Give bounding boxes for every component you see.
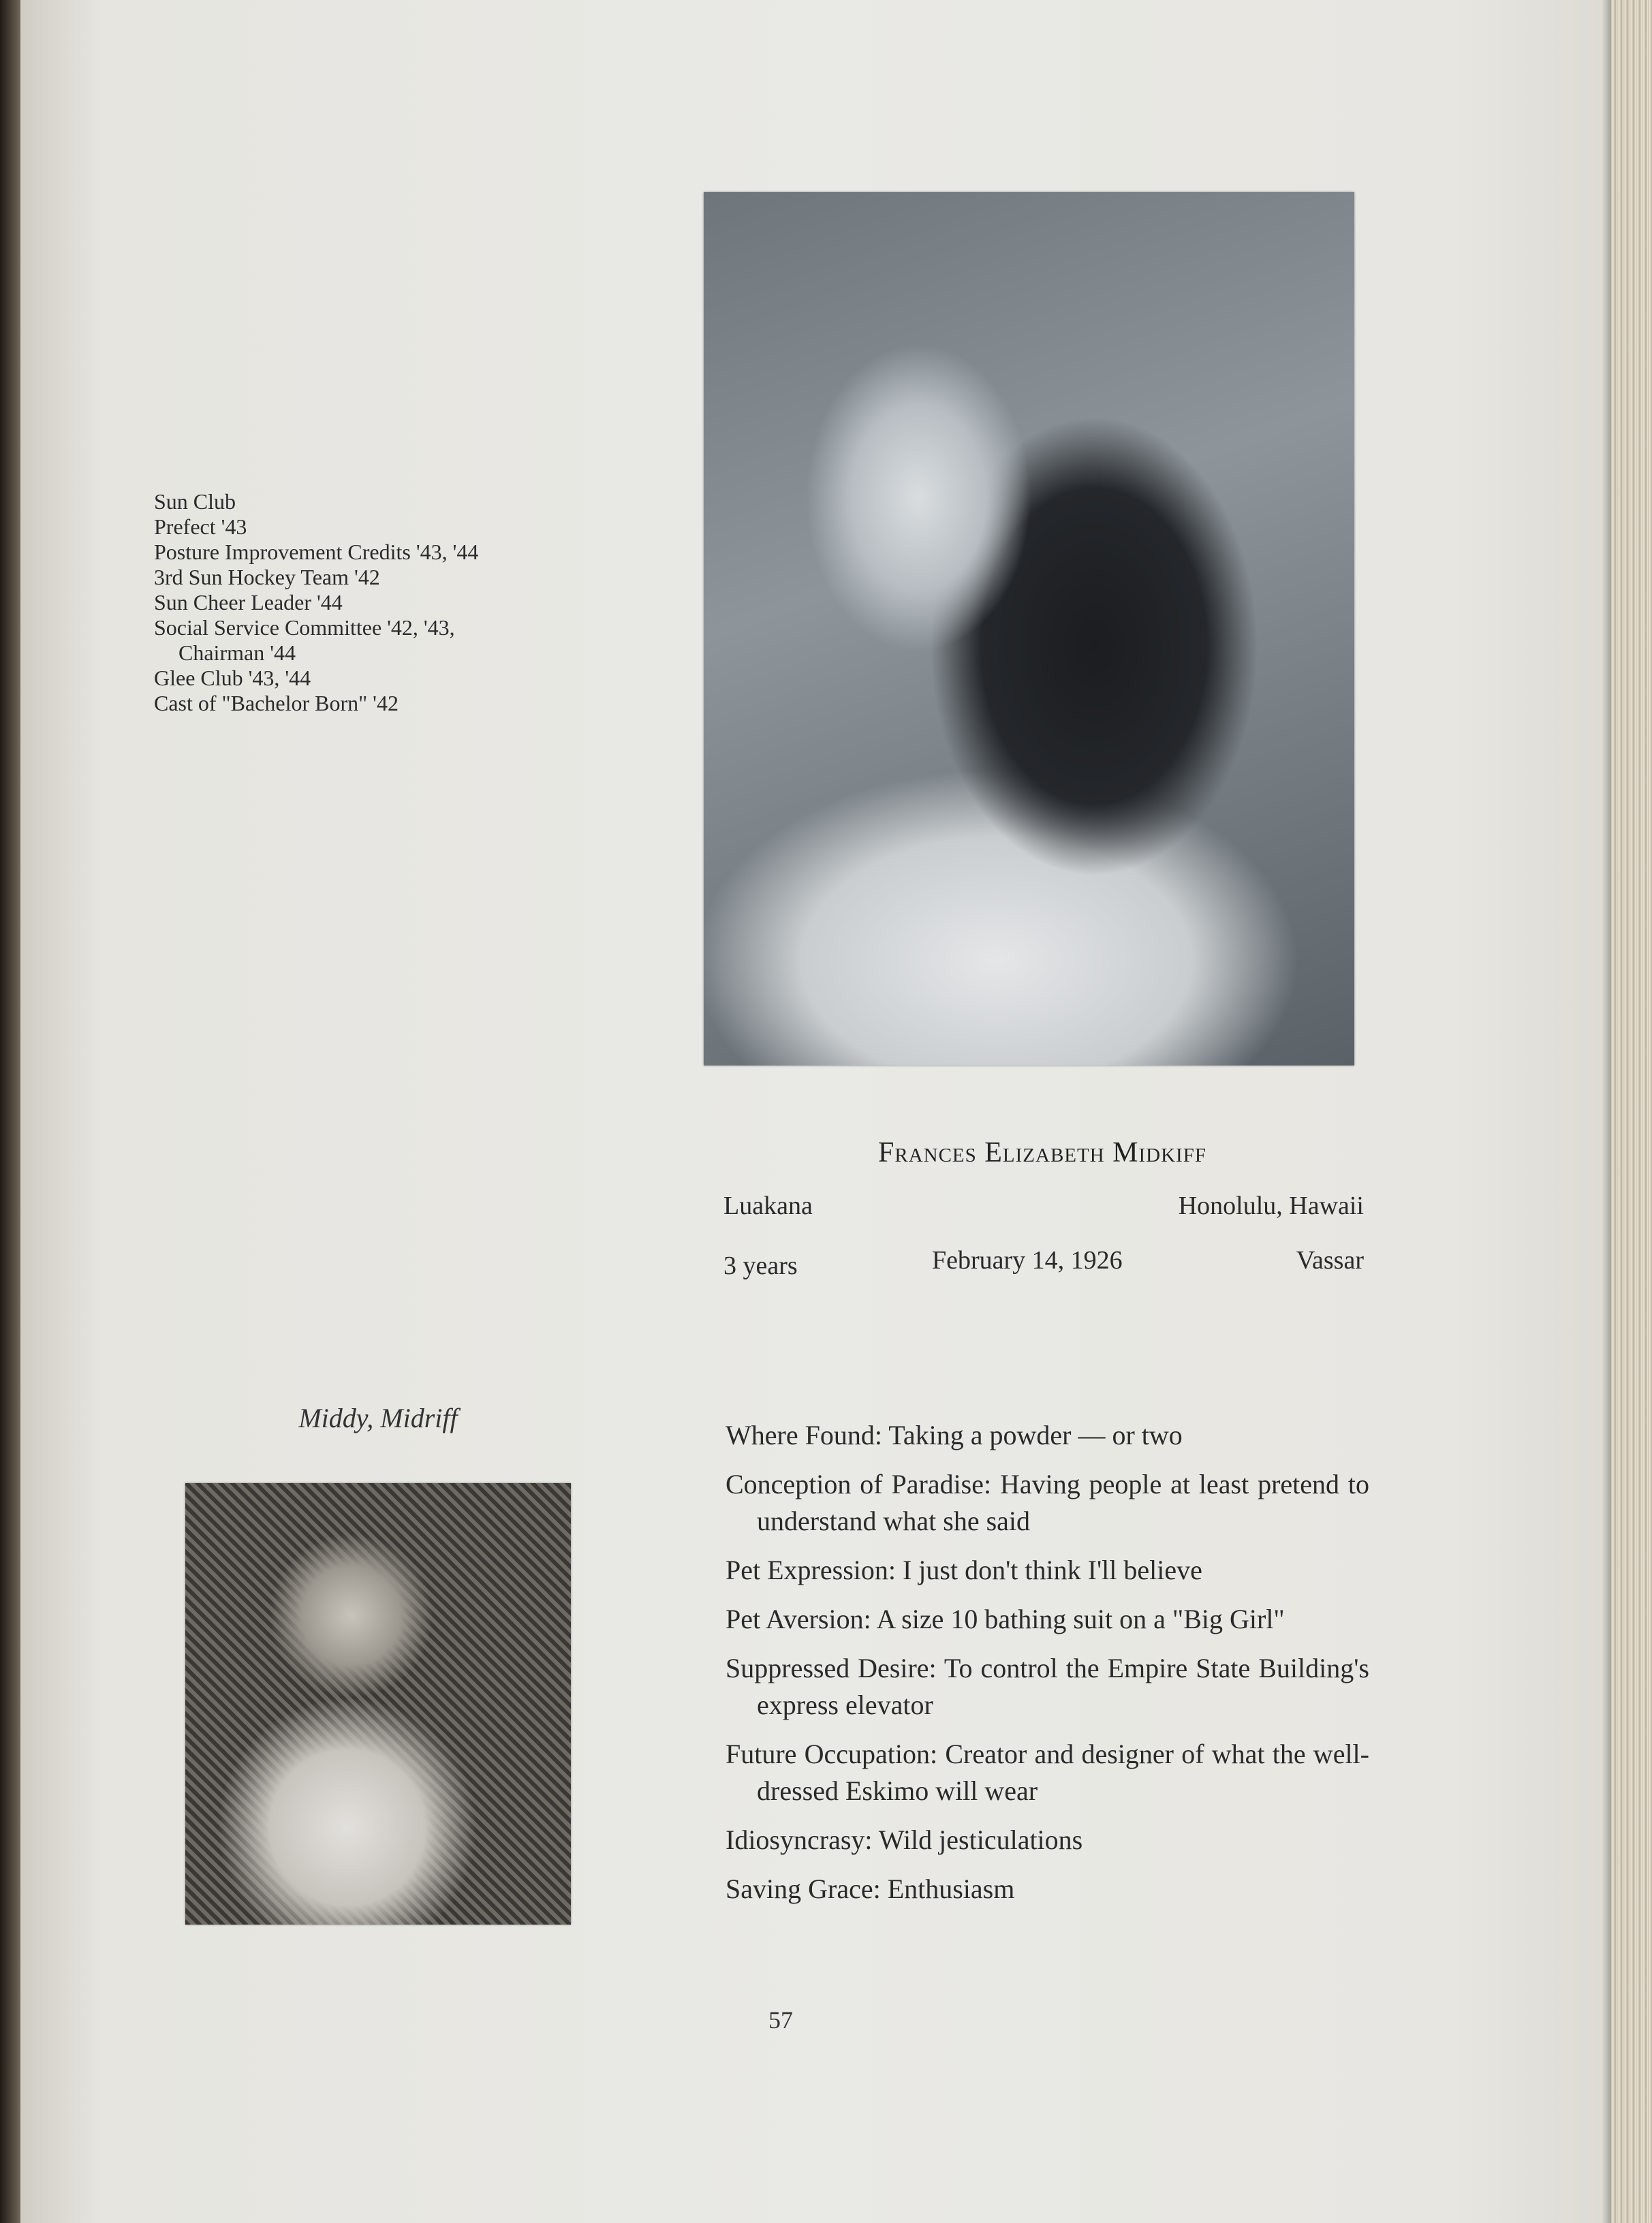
traits-list (726, 1417, 1369, 1920)
birthdate: February 14, 1926 (932, 1246, 1123, 1275)
activities-list (154, 489, 478, 716)
page-edges (1611, 0, 1652, 2223)
activity-item: Sun Club (154, 489, 236, 514)
activity-item: Social Service Committee '42, '43, (154, 615, 455, 640)
activity-item: Glee Club '43, '44 (154, 666, 311, 690)
nickname: Middy, Midriff (298, 1403, 458, 1433)
activity-item: Chairman '44 (178, 640, 296, 665)
trait-item: Suppressed Desire: To control the Empire State Building's express elevator (726, 1653, 1369, 1720)
trait-item: Conception of Paradise: Having people at least pretend to understand what she said (726, 1469, 1369, 1536)
hometown: Honolulu, Hawaii (1178, 1192, 1364, 1220)
activity-item: Cast of "Bachelor Born" '42 (154, 691, 399, 715)
page-number: 57 (768, 2006, 793, 2034)
trait-item: Future Occupation: Creator and designer of what the well-dressed Eskimo will wear (726, 1739, 1369, 1806)
student-name: Frances Elizabeth Midkiff (878, 1137, 1206, 1168)
senior-portrait-photo (704, 192, 1354, 1066)
trait-item: Pet Expression: I just don't think I'll believe (726, 1555, 1202, 1585)
college: Vassar (1296, 1246, 1364, 1275)
activity-item: 3rd Sun Hockey Team '42 (154, 565, 380, 589)
trait-item: Pet Aversion: A size 10 bathing suit on a "Big Girl" (726, 1604, 1285, 1634)
activity-item: Prefect '43 (154, 514, 247, 539)
years-attended: 3 years (723, 1252, 798, 1280)
trait-item: Where Found: Taking a powder — or two (726, 1420, 1183, 1450)
page-edge-shadow (1602, 0, 1611, 2223)
dorm-name: Luakana (723, 1192, 813, 1220)
trait-item: Idiosyncrasy: Wild jesticulations (726, 1824, 1083, 1855)
childhood-photo (185, 1483, 571, 1925)
activity-item: Posture Improvement Credits '43, '44 (154, 540, 479, 564)
trait-item: Saving Grace: Enthusiasm (726, 1874, 1015, 1904)
activity-item: Sun Cheer Leader '44 (154, 590, 343, 615)
